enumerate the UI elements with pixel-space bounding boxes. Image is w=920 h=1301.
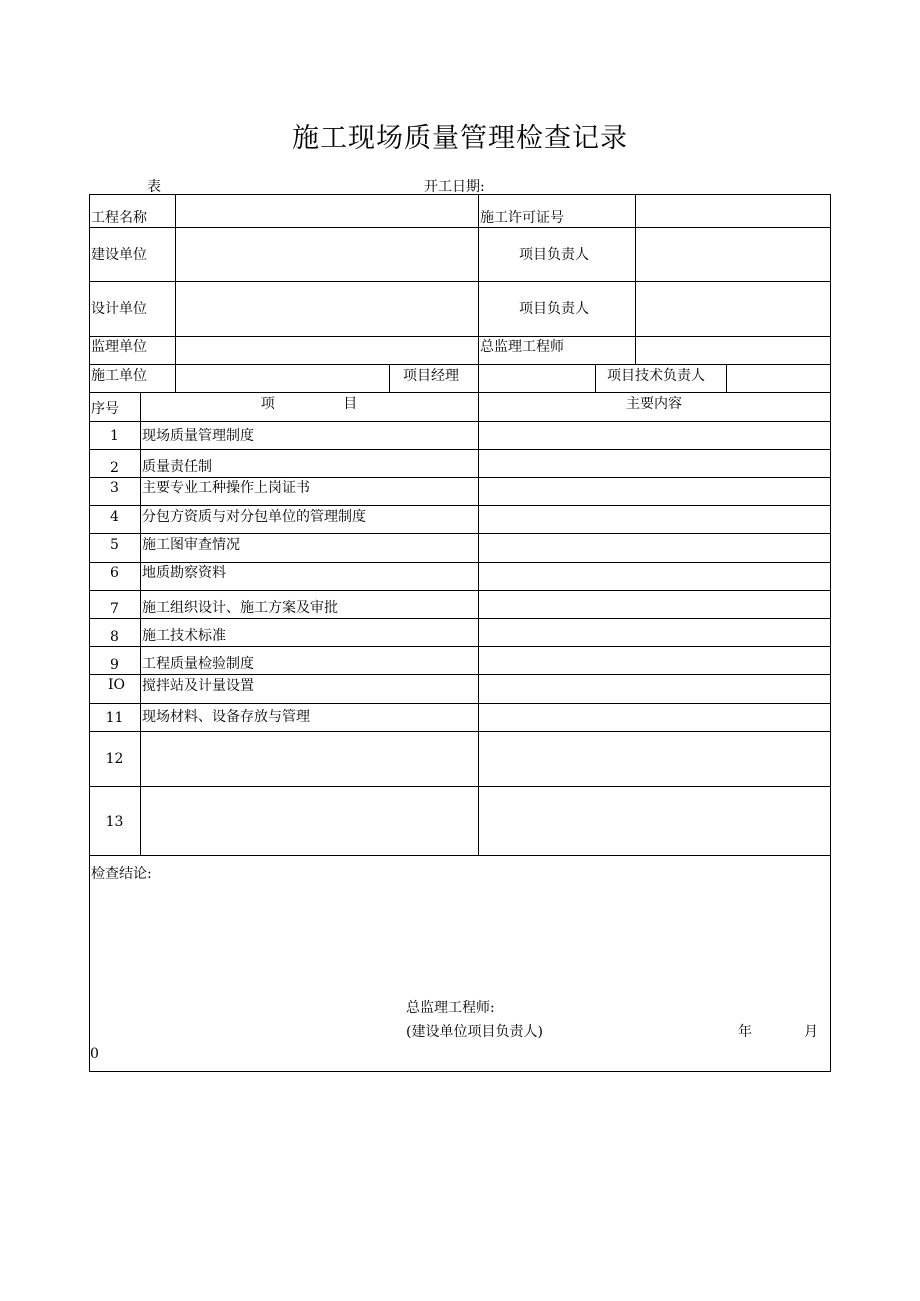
row-number: 12 xyxy=(105,751,124,767)
row-item: 搅拌站及计量设置 xyxy=(142,678,254,694)
rule xyxy=(89,421,831,422)
rule xyxy=(175,364,176,392)
row-item: 施工图审查情况 xyxy=(142,537,240,553)
row-number: 13 xyxy=(105,814,124,830)
border-top xyxy=(89,194,831,195)
row-number: 4 xyxy=(110,509,119,525)
rule xyxy=(89,336,831,337)
row-item: 现场材料、设备存放与管理 xyxy=(142,709,310,725)
rule xyxy=(389,364,390,392)
row-item: 工程质量检验制度 xyxy=(142,656,254,672)
month-label: 月 xyxy=(804,1024,818,1040)
row-number: 7 xyxy=(110,601,119,617)
chief-supervisor-label: 总监理工程师 xyxy=(480,339,564,355)
chief-supervisor-signature-label: 总监理工程师: xyxy=(406,1000,495,1016)
rule xyxy=(89,533,831,534)
row-item: 施工技术标准 xyxy=(142,628,226,644)
owner-leader-label: (建设单位项目负责人) xyxy=(406,1024,543,1040)
inspection-form xyxy=(89,194,831,1072)
row-item: 施工组织设计、施工方案及审批 xyxy=(142,600,338,616)
row-number: 6 xyxy=(110,565,119,581)
row-item: 地质勘察资料 xyxy=(142,565,226,581)
conclusion-label: 检查结论: xyxy=(91,866,152,882)
rule xyxy=(478,194,479,364)
row-item: 主要专业工种操作上岗证书 xyxy=(142,480,310,496)
table-label: 表 xyxy=(147,179,161,195)
row-number: 1 xyxy=(110,428,119,444)
rule xyxy=(89,618,831,619)
project-name-label: 工程名称 xyxy=(91,210,147,226)
rule xyxy=(89,703,831,704)
rule xyxy=(89,562,831,563)
row-number: IO xyxy=(108,677,126,693)
supervision-unit-label: 监理单位 xyxy=(91,339,147,355)
border-right xyxy=(830,194,831,1072)
footnote-mark: 0 xyxy=(90,1046,99,1062)
row-number: 9 xyxy=(110,657,119,673)
rule xyxy=(89,364,831,365)
construction-leader-label: 项目负责人 xyxy=(519,247,589,263)
rule xyxy=(89,646,831,647)
row-number: 5 xyxy=(110,537,119,553)
rule xyxy=(89,505,831,506)
design-leader-label: 项目负责人 xyxy=(519,301,589,317)
contractor-unit-label: 施工单位 xyxy=(91,368,147,384)
rule xyxy=(478,364,479,392)
rule xyxy=(89,590,831,591)
rule xyxy=(478,392,479,855)
row-number: 3 xyxy=(110,480,119,496)
content-header: 主要内容 xyxy=(626,396,682,412)
row-number: 2 xyxy=(110,460,119,476)
row-number: 11 xyxy=(105,710,124,726)
rule xyxy=(89,281,831,282)
row-item: 现场质量管理制度 xyxy=(142,428,254,444)
rule xyxy=(635,194,636,364)
rule xyxy=(89,392,831,393)
design-unit-label: 设计单位 xyxy=(91,301,147,317)
technical-leader-label: 项目技术负责人 xyxy=(607,368,705,384)
rule xyxy=(89,786,831,787)
rule xyxy=(595,364,596,392)
permit-no-label: 施工许可证号 xyxy=(480,210,564,226)
row-item: 质量责任制 xyxy=(142,459,212,475)
project-manager-label: 项目经理 xyxy=(403,368,459,384)
rule xyxy=(89,227,831,228)
rule xyxy=(175,194,176,364)
construction-unit-label: 建设单位 xyxy=(91,247,147,263)
border-bottom xyxy=(89,1071,831,1072)
seq-header: 序号 xyxy=(91,401,119,417)
row-number: 8 xyxy=(110,629,119,645)
row-item: 分包方资质与对分包单位的管理制度 xyxy=(142,509,366,525)
rule xyxy=(140,392,141,855)
rule xyxy=(89,674,831,675)
document-title: 施工现场质量管理检查记录 xyxy=(292,123,628,154)
item-header: 项 目 xyxy=(260,396,358,412)
rule xyxy=(89,855,831,856)
rule xyxy=(89,477,831,478)
start-date-label: 开工日期: xyxy=(424,179,485,195)
rule xyxy=(89,731,831,732)
year-label: 年 xyxy=(738,1024,752,1040)
rule xyxy=(726,364,727,392)
rule xyxy=(89,449,831,450)
